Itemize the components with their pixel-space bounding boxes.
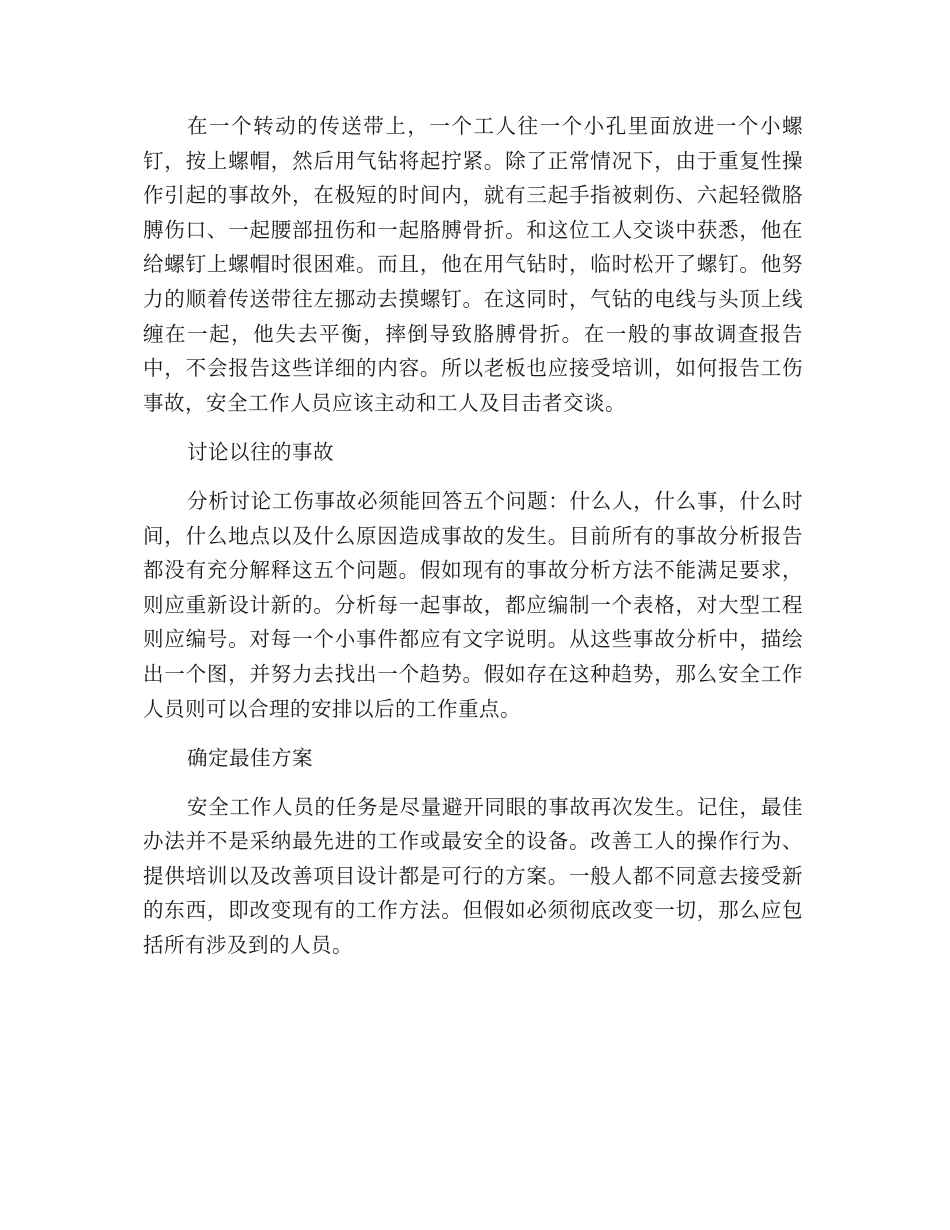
paragraph-accident-analysis: 分析讨论工伤事故必须能回答五个问题：什么人，什么事，什么时间，什么地点以及什么原因造成事故的发生。目前所有的事故分析报告都没有充分解释这五个问题。假如现有的事故分析方法不能满足要求，则应重新设计新的。分析每一起事故，都应编制一个表格，对大型工程则应编号。对每一个小事件都应有文字说明。从这些事故分析中，描绘出一个图，并努力去找出一个趋势。假如存在这种趋势，那么安全工作人员则可以合理的安排以后的工作重点。 (143, 488, 803, 721)
paragraph-best-solution: 安全工作人员的任务是尽量避开同眼的事故再次发生。记住，最佳办法并不是采纳最先进的工作或最安全的设备。改善工人的操作行为、提供培训以及改善项目设计都是可行的方案。一般人都不同意去接受新的东西，即改变现有的工作方法。但假如必须彻底改变一切，那么应包括所有涉及到的人员。 (143, 794, 803, 958)
paragraph-accident-case: 在一个转动的传送带上，一个工人往一个小孔里面放进一个小螺钉，按上螺帽，然后用气钻将起拧紧。除了正常情况下，由于重复性操作引起的事故外，在极短的时间内，就有三起手指被刺伤、六起轻微胳膊伤口、一起腰部扭伤和一起胳膊骨折。和这位工人交谈中获悉，他在给螺钉上螺帽时很困难。而且，他在用气钻时，临时松开了螺钉。他努力的顺着传送带往左挪动去摸螺钉。在这同时，气钻的电线与头顶上线缠在一起，他失去平衡，摔倒导致胳膊骨折。在一般的事故调查报告中，不会报告这些详细的内容。所以老板也应接受培训，如何报告工伤事故，安全工作人员应该主动和工人及目击者交谈。 (143, 114, 803, 415)
section-heading-best-solution: 确定最佳方案 (187, 745, 313, 770)
section-heading-discuss-past-accidents: 讨论以往的事故 (187, 439, 334, 464)
document-body (143, 109, 803, 977)
